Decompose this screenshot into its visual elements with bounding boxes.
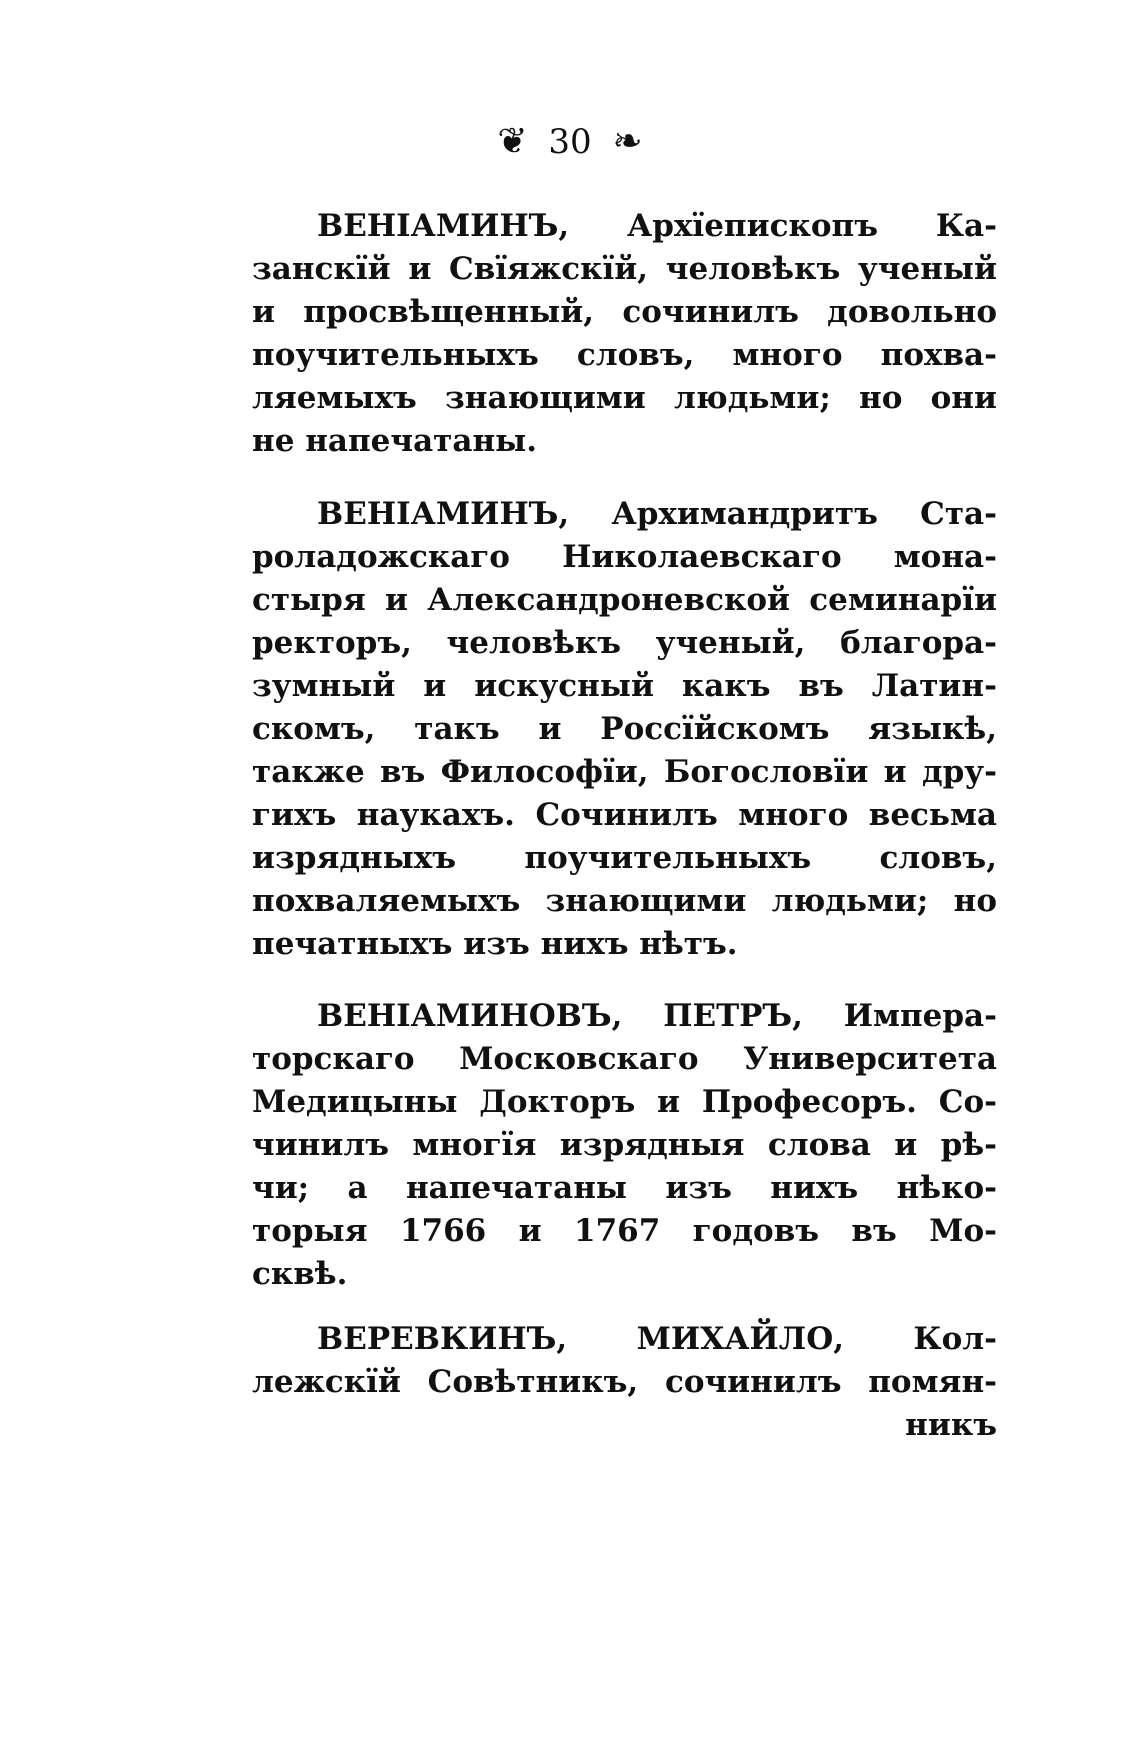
text-line: печатныхъ изъ нихъ нѣтъ. xyxy=(252,926,738,962)
text-line: и просвѣщенный, сочинилъ довольно xyxy=(252,294,997,330)
text-line: занскїй и Свїяжскїй, человѣкъ ученый xyxy=(252,251,997,287)
entry-veniamin-archimandrite xyxy=(252,493,997,966)
text-line: также въ Философїи, Богословїи и дру- xyxy=(252,754,997,790)
text-line: поучительныхъ словъ, много похва- xyxy=(252,337,997,373)
text-line: ректоръ, человѣкъ ученый, благора- xyxy=(252,625,997,661)
text-line: зумный и искусный какъ въ Латин- xyxy=(252,668,997,704)
text-line: не напечатаны. xyxy=(252,423,538,459)
left-ornament-icon: ❦ xyxy=(497,121,528,162)
text-line: ВЕНІАМИНОВЪ, ПЕТРЪ, Импера- xyxy=(317,998,997,1034)
text-line: Медицыны Докторъ и Професоръ. Со- xyxy=(252,1084,997,1120)
page-number: 30 xyxy=(548,122,592,162)
text-line: ВЕНІАМИНЪ, Архїепископъ Ка- xyxy=(317,208,997,244)
text-line: ляемыхъ знающими людьми; но они xyxy=(252,380,997,416)
text-line: ВЕРЕВКИНЪ, МИХАЙЛО, Кол- xyxy=(317,1321,997,1357)
text-line: ВЕНІАМИНЪ, Архимандритъ Ста- xyxy=(317,496,997,532)
text-line: торыя 1766 и 1767 годовъ въ Мо- xyxy=(252,1213,997,1249)
entry-veniaminov-petr xyxy=(252,995,997,1296)
catchword: никъ xyxy=(905,1407,997,1443)
right-ornament-icon: ❧ xyxy=(612,121,643,162)
text-line: торскаго Московскаго Университета xyxy=(252,1041,997,1077)
text-line: чи; а напечатаны изъ нихъ нѣко- xyxy=(252,1170,997,1206)
text-line: скомъ, такъ и Россїйскомъ языкѣ, xyxy=(252,711,997,747)
page-header xyxy=(0,120,1140,162)
text-line: похваляемыхъ знающими людьми; но xyxy=(252,883,997,919)
text-line: гихъ наукахъ. Сочинилъ много весьма xyxy=(252,797,997,833)
text-line: лежскїй Совѣтникъ, сочинилъ помян- xyxy=(252,1364,997,1400)
text-line: роладожскаго Николаевскаго мона- xyxy=(252,539,997,575)
entry-veniamin-archbishop xyxy=(252,205,997,463)
entry-verevkin-mikhailo xyxy=(252,1318,997,1447)
text-line: стыря и Александроневской семинарїи xyxy=(252,582,997,618)
text-line: изрядныхъ поучительныхъ словъ, xyxy=(252,840,997,876)
text-line: чинилъ многїя изрядныя слова и рѣ- xyxy=(252,1127,997,1163)
text-line: сквѣ. xyxy=(252,1256,348,1292)
